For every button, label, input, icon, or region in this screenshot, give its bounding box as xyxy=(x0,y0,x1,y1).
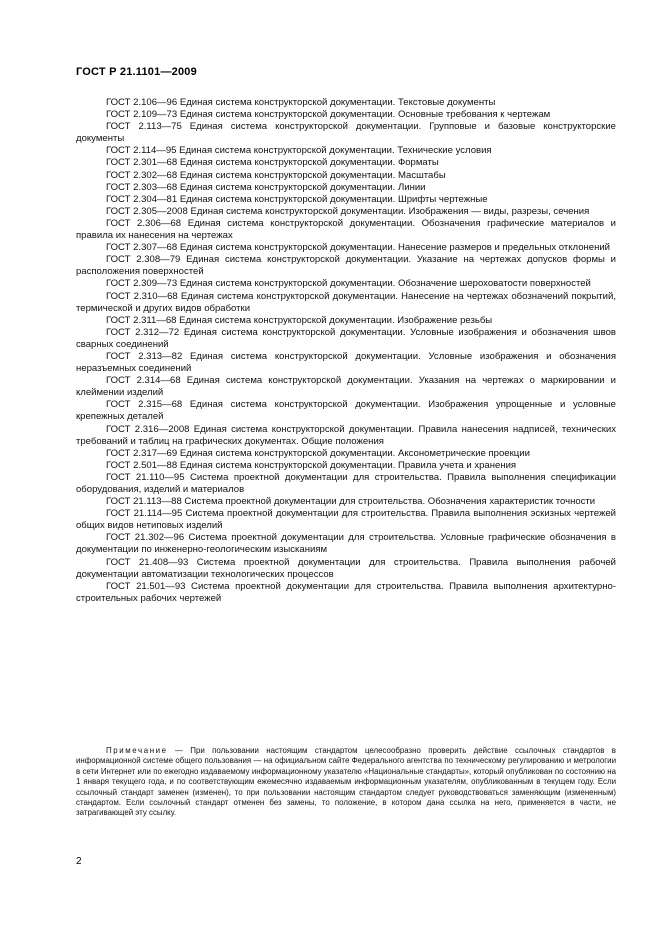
reference-item: ГОСТ 2.309—73 Единая система конструкторской документации. Обозначение шероховатости поверхностей xyxy=(106,278,591,290)
reference-item: ГОСТ 2.316—2008 Единая система конструкторской документации. Правила нанесения надписей, технических требований и таблиц на графических документах. Общие положения xyxy=(76,423,616,447)
reference-item: ГОСТ 2.302—68 Единая система конструкторской документации. Масштабы xyxy=(106,169,446,181)
reference-item: ГОСТ 2.106—96 Единая система конструкторской документации. Текстовые документы xyxy=(106,97,496,108)
note-text: — При пользовании настоящим стандартом целесообразно проверить действие ссылочных стандартов в информационной системе общего пользования — на официальном сайте Федерального агентства по техническому регулированию и метрологии в сети Интернет или по ежегодно издаваемому информационному указателю «Национальные стандарты», который опубликован по состоянию на 1 января текущего года, и по соответствующим ежемесячно издаваемым информационным указателям, опубликованным в текущем году. Если ссылочный стандарт заменен (изменен), то при пользовании настоящим стандартом следует руководствоваться заменяющим (измененным) стандартом. Если ссылочный стандарт отменен без замены, то положение, в котором дана ссылка на него, применяется в части, не затрагивающей эту ссылку. xyxy=(76,746,616,818)
reference-item: ГОСТ 2.113—75 Единая система конструкторской документации. Групповые и базовые конструкторские документы xyxy=(76,121,616,145)
reference-item: ГОСТ 2.306—68 Единая система конструкторской документации. Обозначения графические материалов и правила их нанесения на чертежах xyxy=(76,217,616,242)
reference-item: ГОСТ 2.304—81 Единая система конструкторской документации. Шрифты чертежные xyxy=(106,193,488,205)
reference-item: ГОСТ 2.301—68 Единая система конструкторской документации. Форматы xyxy=(106,157,439,169)
reference-item: ГОСТ 2.311—68 Единая система конструкторской документации. Изображение резьбы xyxy=(106,314,493,326)
reference-item: ГОСТ 2.313—82 Единая система конструкторской документации. Условные изображения и обозначения неразъемных соединений xyxy=(76,350,616,375)
document-header: ГОСТ Р 21.1101—2009 xyxy=(76,66,197,78)
note-label: Примечание xyxy=(106,746,168,755)
reference-item: ГОСТ 21.302—96 Система проектной документации для строительства. Условные графические обозначения в документации по инженерно-геологическим изысканиям xyxy=(76,532,616,556)
reference-item: ГОСТ 2.310—68 Единая система конструкторской документации. Нанесение на чертежах обозначений покрытий, термической и других видов обработки xyxy=(76,290,616,314)
reference-item: ГОСТ 21.501—93 Система проектной документации для строительства. Правила выполнения архитектурно-строительных рабочих чертежей xyxy=(76,580,616,604)
reference-item: ГОСТ 2.315—68 Единая система конструкторской документации. Изображения упрощенные и условные крепежных деталей xyxy=(76,399,616,423)
reference-item: ГОСТ 2.303—68 Единая система конструкторской документации. Линии xyxy=(106,181,426,193)
page-number: 2 xyxy=(76,856,82,867)
reference-item: ГОСТ 2.312—72 Единая система конструкторской документации. Условные изображения и обозначения швов сварных соединений xyxy=(76,326,616,350)
reference-item: ГОСТ 2.314—68 Единая система конструкторской документации. Указания на чертежах о маркировании и клеймении изделий xyxy=(76,375,616,399)
reference-item: ГОСТ 21.408—93 Система проектной документации для строительства. Правила выполнения рабочей документации автоматизации технологических процессов xyxy=(76,556,616,580)
reference-item: ГОСТ 21.114—95 Система проектной документации для строительства. Правила выполнения эскизных чертежей общих видов нетиповых изделий xyxy=(76,508,616,532)
reference-item: ГОСТ 2.109—73 Единая система конструкторской документации. Основные требования к чертежам xyxy=(106,109,551,121)
reference-item: ГОСТ 2.317—69 Единая система конструкторской документации. Аксонометрические проекции xyxy=(106,447,530,459)
reference-item: ГОСТ 2.307—68 Единая система конструкторской документации. Нанесение размеров и предельных отклонений xyxy=(106,242,611,254)
reference-item: ГОСТ 21.110—95 Система проектной документации для строительства. Правила выполнения спецификации оборудования, изделий и материалов xyxy=(76,471,616,495)
reference-item: ГОСТ 2.114—95 Единая система конструкторской документации. Технические условия xyxy=(106,145,492,157)
reference-item: ГОСТ 2.308—79 Единая система конструкторской документации. Указание на чертежах допусков формы и расположения поверхностей xyxy=(76,254,616,278)
reference-item: ГОСТ 2.501—88 Единая система конструкторской документации. Правила учета и хранения xyxy=(106,459,517,471)
reference-item: ГОСТ 2.305—2008 Единая система конструкторской документации. Изображения — виды, разрезы, сечения xyxy=(106,205,590,217)
reference-item: ГОСТ 21.113—88 Система проектной документации для строительства. Обозначения характеристик точности xyxy=(106,496,596,508)
normative-references-list xyxy=(76,97,616,605)
note-paragraph xyxy=(76,746,616,819)
